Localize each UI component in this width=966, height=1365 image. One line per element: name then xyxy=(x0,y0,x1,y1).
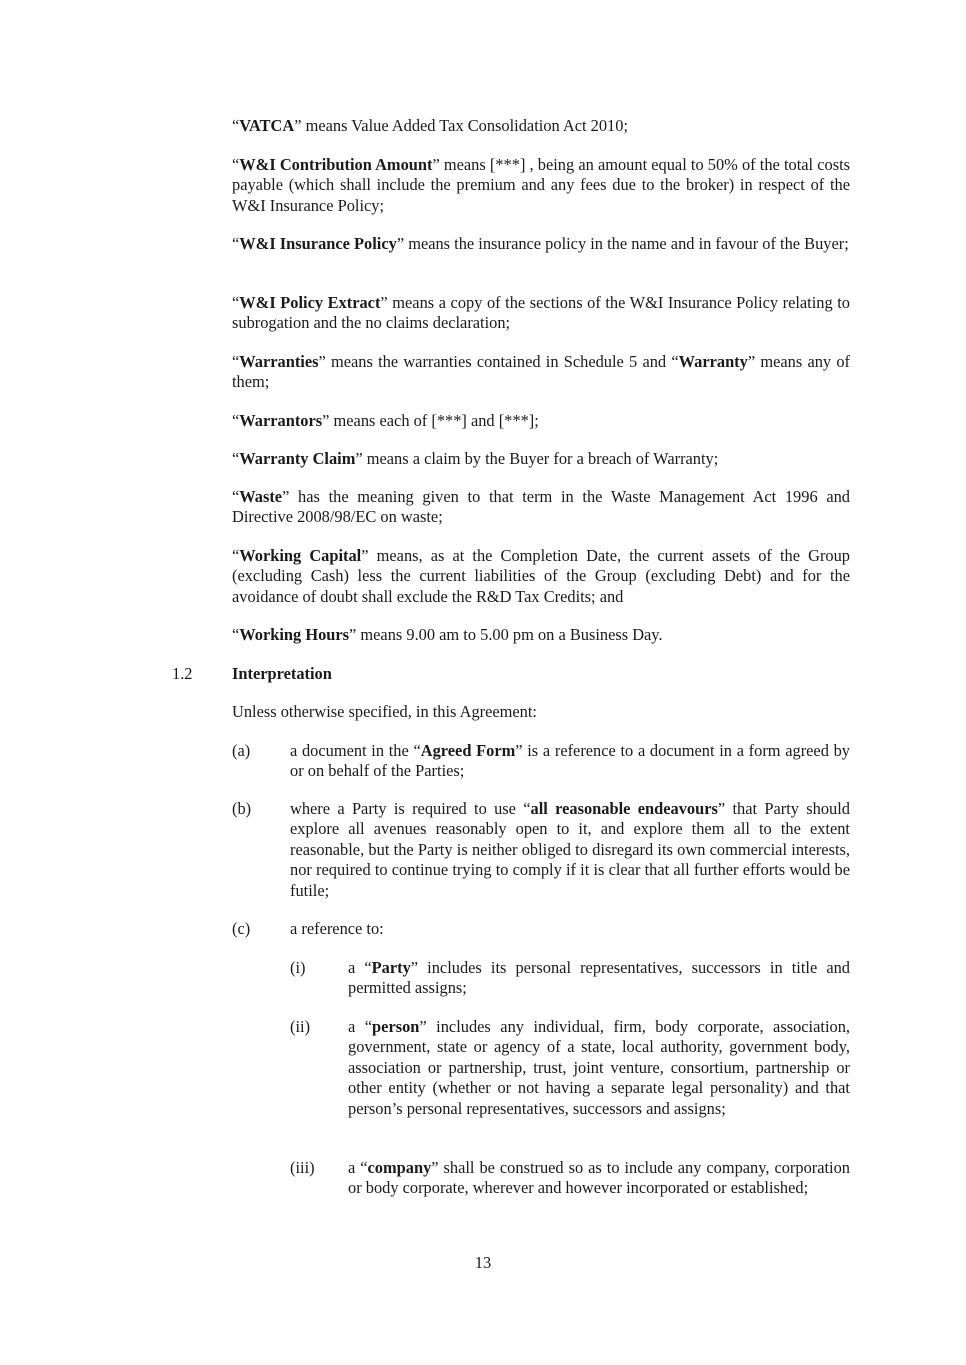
subitem-label-ii: (ii) xyxy=(290,1017,311,1036)
definition-vatca: “VATCA” means Value Added Tax Consolidation Act 2010; xyxy=(232,116,628,135)
definition-wi-policy-extract: “W&I Policy Extract” means a copy of the sections of the W&I Insurance Policy relating to subrogation and the no claims declaration; xyxy=(232,293,850,333)
definition-wi-insurance-policy: “W&I Insurance Policy” means the insurance policy in the name and in favour of the Buyer; xyxy=(232,234,849,253)
item-text-a: a document in the “Agreed Form” is a reference to a document in a form agreed by or on behalf of the Parties; xyxy=(290,741,850,781)
item-label-c: (c) xyxy=(232,919,251,938)
subitem-text-ii: a “person” includes any individual, firm, body corporate, association, government, state or agency of a state, local authority, government body, association or partnership, trust, joint venture, consortium, partnership or other entity (whether or not having a separate legal personality) and that person’s personal representatives, successors and assigns; xyxy=(348,1017,850,1118)
subitem-label-iii: (iii) xyxy=(290,1158,315,1177)
section-number: 1.2 xyxy=(172,664,193,683)
section-intro: Unless otherwise specified, in this Agreement: xyxy=(232,702,537,721)
definition-waste: “Waste” has the meaning given to that term in the Waste Management Act 1996 and Directive 2008/98/EC on waste; xyxy=(232,487,850,527)
item-label-a: (a) xyxy=(232,741,251,760)
item-label-b: (b) xyxy=(232,799,252,818)
definition-working-hours: “Working Hours” means 9.00 am to 5.00 pm on a Business Day. xyxy=(232,625,663,644)
section-title: Interpretation xyxy=(232,664,332,683)
item-text-c: a reference to: xyxy=(290,919,384,938)
page-number: 13 xyxy=(474,1253,492,1272)
definition-working-capital: “Working Capital” means, as at the Completion Date, the current assets of the Group (excluding Cash) less the current liabilities of the Group (excluding Debt) and for the avoidance of doubt shall exclude the R&D Tax Credits; and xyxy=(232,546,850,606)
definition-warranties: “Warranties” means the warranties contained in Schedule 5 and “Warranty” means any of them; xyxy=(232,352,850,392)
definition-wi-contribution-amount: “W&I Contribution Amount” means [***] , being an amount equal to 50% of the total costs payable (which shall include the premium and any fees due to the broker) in respect of the W&I Insurance Policy; xyxy=(232,155,850,215)
definition-warrantors: “Warrantors” means each of [***] and [***]; xyxy=(232,411,539,430)
subitem-text-iii: a “company” shall be construed so as to include any company, corporation or body corporate, wherever and however incorporated or established; xyxy=(348,1158,850,1198)
item-text-b: where a Party is required to use “all reasonable endeavours” that Party should explore all avenues reasonably open to it, and explore them all to the extent reasonable, but the Party is neither obliged to disregard its own commercial interests, nor required to continue trying to comply if it is clear that all further efforts would be futile; xyxy=(290,799,850,900)
subitem-text-i: a “Party” includes its personal representatives, successors in title and permitted assigns; xyxy=(348,958,850,998)
definition-warranty-claim: “Warranty Claim” means a claim by the Buyer for a breach of Warranty; xyxy=(232,449,719,468)
subitem-label-i: (i) xyxy=(290,958,306,977)
